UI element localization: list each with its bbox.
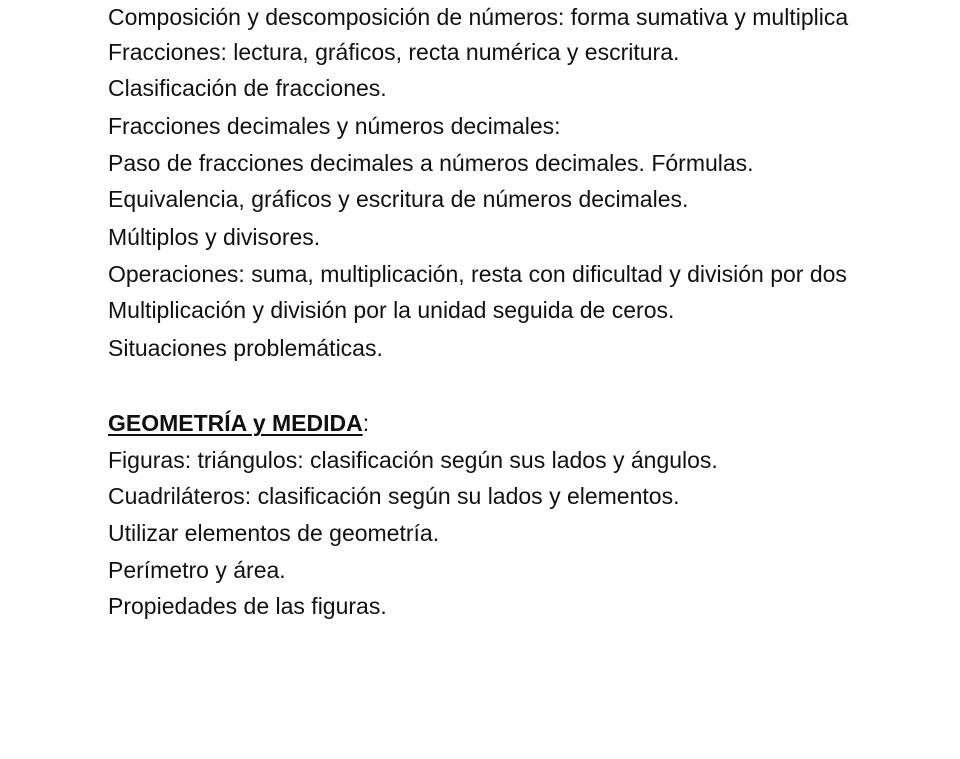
- content-line: Cuadriláteros: clasificación según su lados y elementos.: [108, 483, 680, 509]
- content-line: Fracciones decimales y números decimales:: [108, 113, 561, 139]
- content-line: Fracciones: lectura, gráficos, recta numérica y escritura.: [108, 39, 680, 65]
- content-line: Perímetro y área.: [108, 557, 286, 583]
- content-line: Múltiplos y divisores.: [108, 224, 321, 250]
- content-line: Multiplicación y división por la unidad seguida de ceros.: [108, 297, 675, 323]
- content-line: Equivalencia, gráficos y escritura de números decimales.: [108, 186, 689, 212]
- section-heading: GEOMETRÍA y MEDIDA: [108, 410, 363, 436]
- section-heading-colon: :: [362, 410, 370, 436]
- content-line: Utilizar elementos de geometría.: [108, 520, 440, 546]
- content-line: Composición y descomposición de números: forma sumativa y multiplica: [108, 4, 849, 30]
- content-line: Figuras: triángulos: clasificación según sus lados y ángulos.: [108, 447, 718, 473]
- content-line: Clasificación de fracciones.: [108, 75, 387, 101]
- content-line: Propiedades de las figuras.: [108, 593, 387, 619]
- section-heading-line: [108, 409, 369, 437]
- content-line: Situaciones problemáticas.: [108, 335, 383, 361]
- content-line: Paso de fracciones decimales a números decimales. Fórmulas.: [108, 150, 754, 176]
- content-line: Operaciones: suma, multiplicación, resta con dificultad y división por dos: [108, 261, 847, 287]
